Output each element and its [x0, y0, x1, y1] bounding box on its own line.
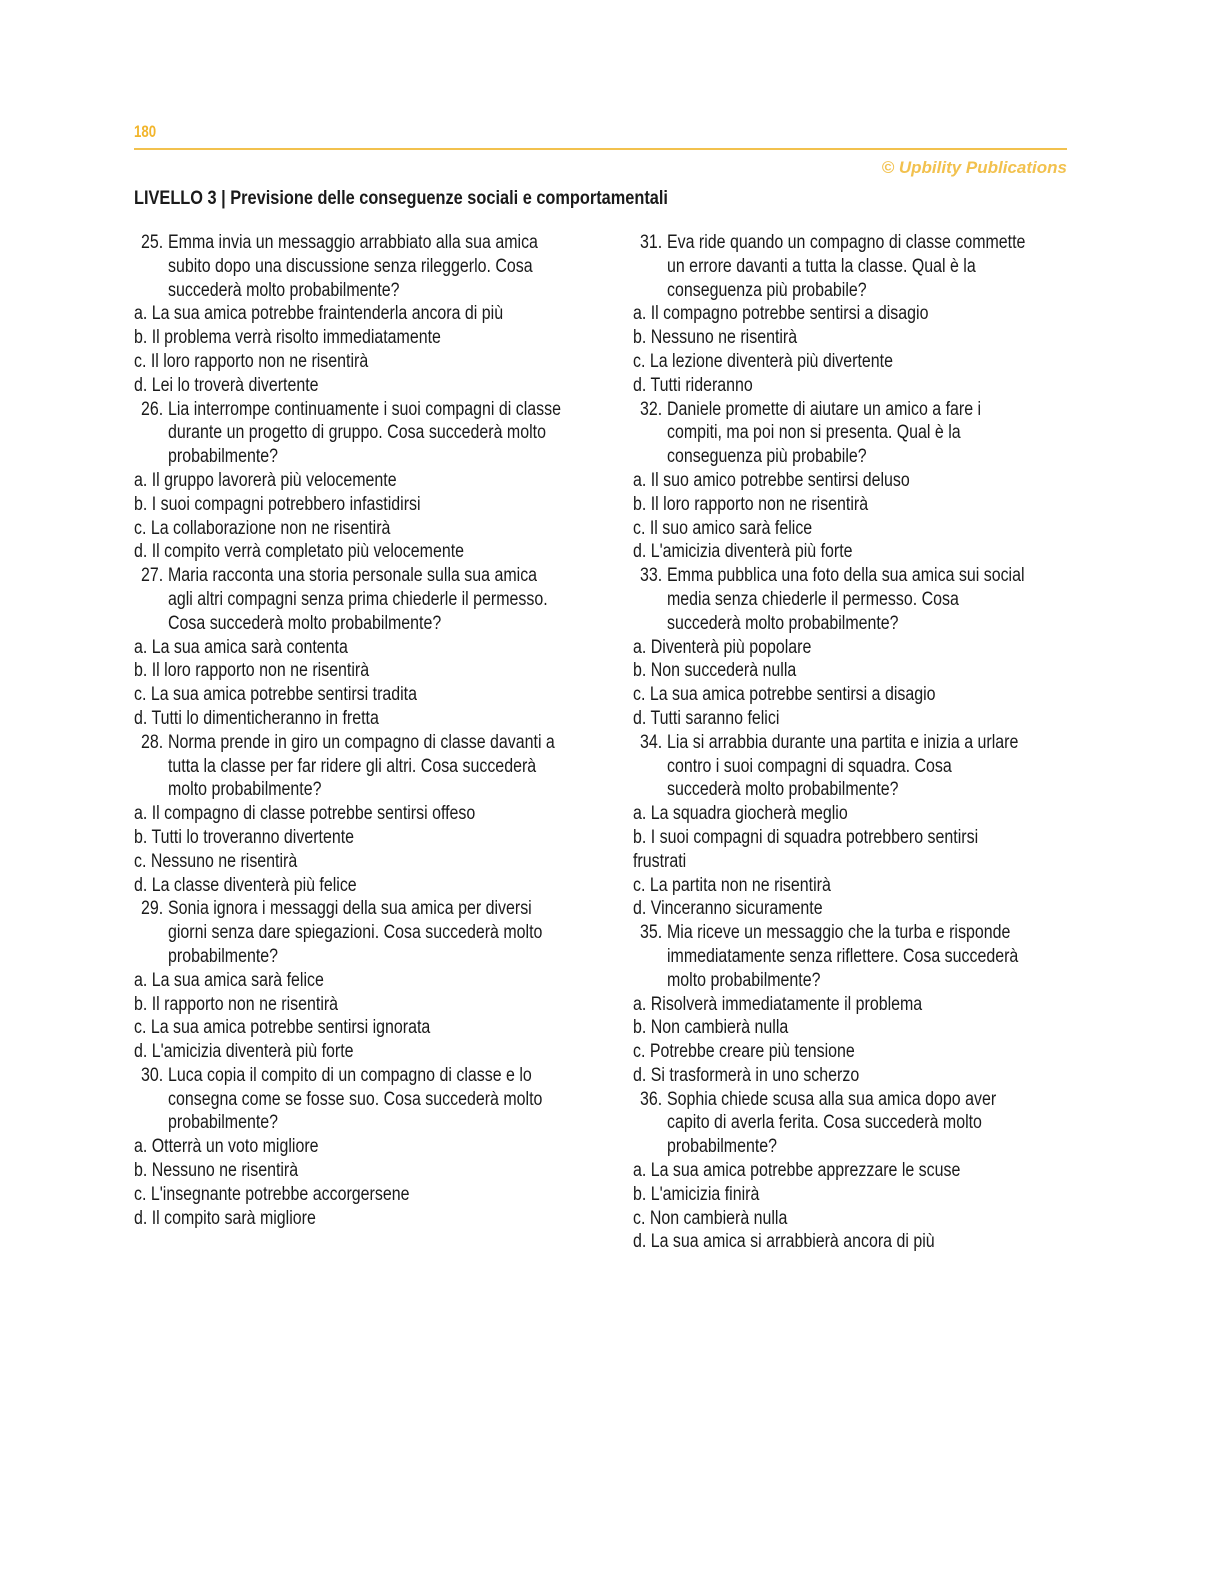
answer-option: c. Il suo amico sarà felice — [633, 517, 813, 539]
answer-option: a. Il gruppo lavorerà più velocemente — [134, 469, 397, 491]
answer-option: c. L'insegnante potrebbe accorgersene — [134, 1183, 410, 1205]
answer-option: b. Non succederà nulla — [633, 660, 797, 682]
question-text-line: Norma prende in giro un compagno di classe davanti a — [168, 731, 555, 753]
question-number: 27. — [141, 565, 164, 587]
answer-option: b. L'amicizia finirà — [633, 1183, 760, 1205]
answer-option: c. La sua amica potrebbe sentirsi ignorata — [134, 1017, 431, 1039]
question-item — [633, 564, 1153, 635]
answer-option: a. Il suo amico potrebbe sentirsi deluso — [633, 469, 910, 491]
answer-option: a. La sua amica sarà contenta — [134, 636, 348, 658]
question-text-line: media senza chiederle il permesso. Cosa — [667, 588, 959, 610]
question-text-line: Eva ride quando un compagno di classe commette — [667, 232, 1026, 253]
question-text — [168, 731, 654, 802]
question-text — [667, 398, 1153, 469]
section-title: LIVELLO 3 | Previsione delle conseguenze sociali e comportamentali — [134, 188, 668, 209]
question-text-line: Cosa succederà molto probabilmente? — [168, 612, 442, 634]
answer-option: a. La sua amica potrebbe fraintenderla ancora di più — [134, 303, 504, 325]
answer-option: c. La sua amica potrebbe sentirsi a disagio — [633, 684, 936, 706]
answer-option: c. Non cambierà nulla — [633, 1207, 788, 1229]
question-text-line: probabilmente? — [168, 1112, 279, 1134]
answer-option: d. Tutti rideranno — [633, 374, 753, 396]
question-number: 29. — [141, 898, 164, 920]
answer-option: c. La partita non ne risentirà — [633, 874, 831, 896]
question-text-line: un errore davanti a tutta la classe. Qual è la — [667, 255, 976, 277]
answer-option: b. Non cambierà nulla — [633, 1017, 789, 1039]
answer-option: b. Il rapporto non ne risentirà — [134, 993, 339, 1015]
question-text-line: compiti, ma poi non si presenta. Qual è la — [667, 422, 961, 444]
question-text-line: Emma pubblica una foto della sua amica sui social — [667, 565, 1025, 587]
question-text-line: immediatamente senza riflettere. Cosa succederà — [667, 945, 1019, 967]
question-item — [633, 921, 1153, 992]
answer-option: d. Tutti lo dimenticheranno in fretta — [134, 707, 379, 729]
answer-option: b. Nessuno ne risentirà — [633, 327, 798, 349]
question-item — [134, 231, 654, 302]
question-text-line: Emma invia un messaggio arrabbiato alla sua amica — [168, 232, 538, 253]
question-text-line: molto probabilmente? — [168, 779, 322, 801]
answer-option: d. Lei lo troverà divertente — [134, 374, 319, 396]
answer-option: d. La classe diventerà più felice — [134, 874, 357, 896]
answer-option: b. Il loro rapporto non ne risentirà — [134, 660, 370, 682]
answer-option: b. Nessuno ne risentirà — [134, 1160, 299, 1182]
question-text-line: probabilmente? — [667, 1136, 778, 1158]
page-number: 180 — [134, 122, 157, 141]
answer-option: a. La squadra giocherà meglio — [633, 803, 848, 825]
question-number: 36. — [640, 1088, 663, 1110]
question-text-line: capito di averla ferita. Cosa succederà molto — [667, 1112, 982, 1134]
answer-option: a. Il compagno potrebbe sentirsi a disagio — [633, 303, 929, 325]
question-number: 33. — [640, 565, 663, 587]
question-text-line: durante un progetto di gruppo. Cosa succederà molto — [168, 422, 546, 444]
answer-option: b. Tutti lo troveranno divertente — [134, 826, 355, 848]
question-number: 28. — [141, 731, 164, 753]
answer-option: d. Si trasformerà in uno scherzo — [633, 1064, 860, 1086]
question-text — [667, 564, 1153, 635]
answer-option: b. Il problema verrà risolto immediatamente — [134, 327, 441, 349]
question-item — [633, 731, 1153, 802]
answer-option: c. La lezione diventerà più divertente — [633, 350, 893, 372]
question-text-line: conseguenza più probabile? — [667, 446, 867, 468]
question-text — [168, 1064, 654, 1135]
question-item — [134, 731, 654, 802]
answer-option: d. La sua amica si arrabbierà ancora di più — [633, 1231, 935, 1253]
question-text-line: consegna come se fosse suo. Cosa succederà molto — [168, 1088, 543, 1110]
question-text-line: probabilmente? — [168, 945, 279, 967]
question-text-line: succederà molto probabilmente? — [667, 779, 899, 801]
question-text-line: Lia interrompe continuamente i suoi compagni di classe — [168, 398, 562, 420]
question-item — [633, 1088, 1153, 1159]
answer-option: c. Il loro rapporto non ne risentirà — [134, 350, 369, 372]
question-number: 31. — [640, 232, 663, 253]
question-text-line: conseguenza più probabile? — [667, 279, 867, 301]
answer-option: b. Il loro rapporto non ne risentirà — [633, 493, 869, 515]
question-number: 25. — [141, 232, 164, 253]
answer-option: d. Vinceranno sicuramente — [633, 898, 823, 920]
question-text-line: Maria racconta una storia personale sulla sua amica — [168, 565, 538, 587]
question-item — [134, 564, 654, 635]
question-item — [134, 398, 654, 469]
question-text — [667, 231, 1153, 302]
question-text-line: Lia si arrabbia durante una partita e inizia a urlare — [667, 731, 1019, 753]
header-divider — [134, 148, 1067, 150]
answer-option: b. I suoi compagni di squadra potrebbero sentirsi — [633, 826, 979, 848]
answer-option: frustrati — [633, 850, 687, 872]
question-text-line: Daniele promette di aiutare un amico a fare i — [667, 398, 982, 420]
question-text-line: molto probabilmente? — [667, 969, 821, 991]
question-number: 35. — [640, 922, 663, 944]
question-text — [667, 731, 1153, 802]
question-number: 32. — [640, 398, 663, 420]
question-text-line: succederà molto probabilmente? — [168, 279, 400, 301]
answer-option: c. La collaborazione non ne risentirà — [134, 517, 391, 539]
right-column — [633, 231, 1153, 1254]
question-text-line: Sonia ignora i messaggi della sua amica per diversi — [168, 898, 532, 920]
question-text — [168, 231, 654, 302]
answer-option: a. Diventerà più popolare — [633, 636, 812, 658]
question-text-line: succederà molto probabilmente? — [667, 612, 899, 634]
answer-option: c. La sua amica potrebbe sentirsi tradita — [134, 684, 418, 706]
question-number: 30. — [141, 1064, 164, 1086]
question-number: 34. — [640, 731, 663, 753]
question-text-line: giorni senza dare spiegazioni. Cosa succederà molto — [168, 922, 543, 944]
question-text — [168, 897, 654, 968]
question-text-line: subito dopo una discussione senza rileggerlo. Cosa — [168, 255, 533, 277]
answer-option: c. Potrebbe creare più tensione — [633, 1041, 855, 1063]
answer-option: c. Nessuno ne risentirà — [134, 850, 298, 872]
copyright-notice: © Upbility Publications — [881, 158, 1067, 177]
question-text — [667, 1088, 1153, 1159]
question-text-line: contro i suoi compagni di squadra. Cosa — [667, 755, 952, 777]
question-item — [134, 897, 654, 968]
answer-option: d. L'amicizia diventerà più forte — [134, 1041, 354, 1063]
left-column — [134, 231, 654, 1230]
question-text — [168, 564, 654, 635]
question-item — [633, 231, 1153, 302]
question-text — [667, 921, 1153, 992]
answer-option: a. La sua amica sarà felice — [134, 969, 324, 991]
question-number: 26. — [141, 398, 164, 420]
answer-option: b. I suoi compagni potrebbero infastidirsi — [134, 493, 421, 515]
question-text — [168, 398, 654, 469]
question-item — [134, 1064, 654, 1135]
answer-option: a. Otterrà un voto migliore — [134, 1136, 319, 1158]
answer-option: d. L'amicizia diventerà più forte — [633, 541, 853, 563]
answer-option: d. Il compito sarà migliore — [134, 1207, 316, 1229]
answer-option: a. Il compagno di classe potrebbe sentirsi offeso — [134, 803, 476, 825]
answer-option: a. La sua amica potrebbe apprezzare le scuse — [633, 1160, 961, 1182]
question-text-line: Luca copia il compito di un compagno di classe e lo — [168, 1064, 532, 1086]
answer-option: d. Il compito verrà completato più velocemente — [134, 541, 465, 563]
question-text-line: Mia riceve un messaggio che la turba e risponde — [667, 922, 1011, 944]
answer-option: d. Tutti saranno felici — [633, 707, 780, 729]
answer-option: a. Risolverà immediatamente il problema — [633, 993, 923, 1015]
question-text-line: tutta la classe per far ridere gli altri. Cosa succederà — [168, 755, 537, 777]
question-text-line: probabilmente? — [168, 446, 279, 468]
question-text-line: agli altri compagni senza prima chiederle il permesso. — [168, 588, 548, 610]
question-item — [633, 398, 1153, 469]
question-text-line: Sophia chiede scusa alla sua amica dopo aver — [667, 1088, 997, 1110]
